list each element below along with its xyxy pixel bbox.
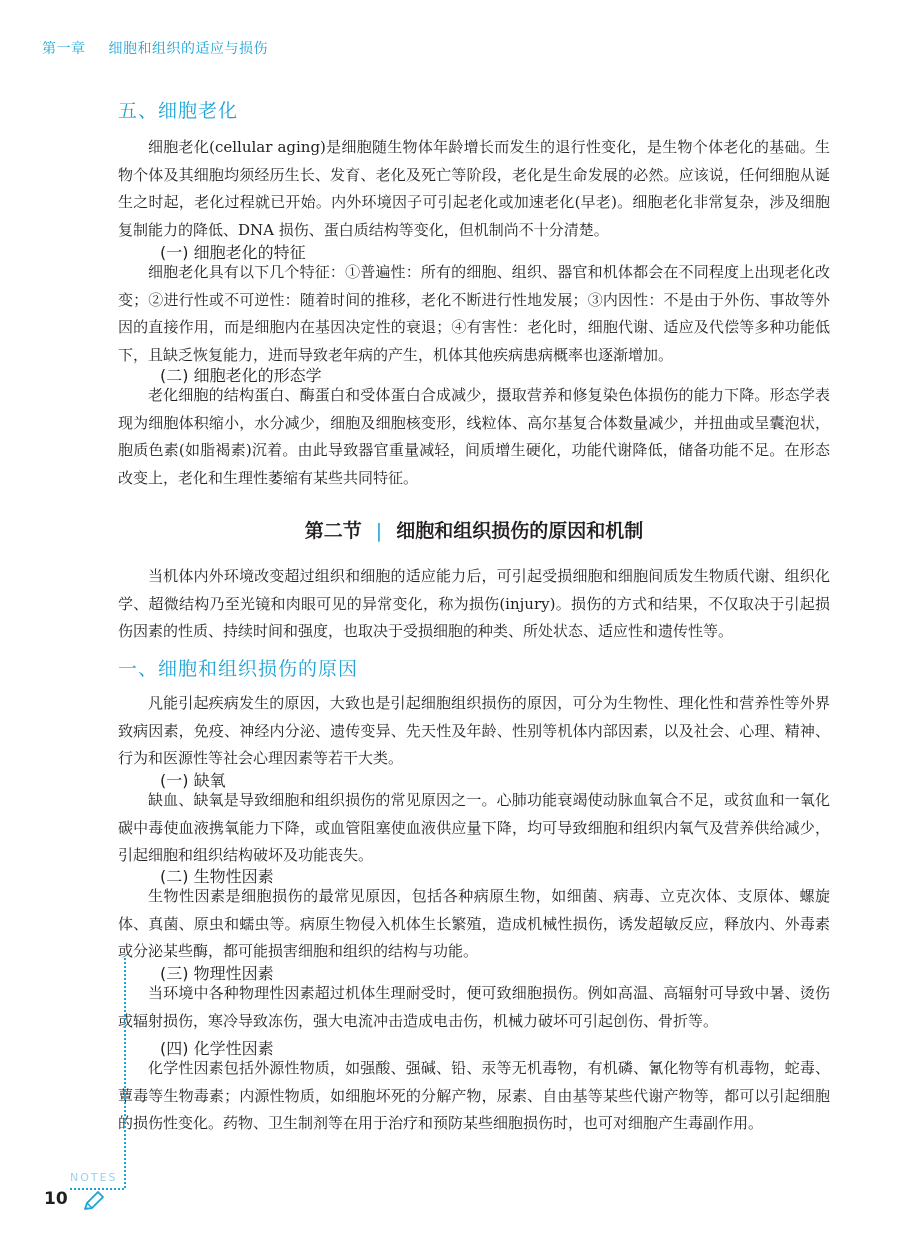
subheading-biological-factors: (二) 生物性因素 [160, 867, 274, 886]
heading-cell-aging: 五、细胞老化 [118, 100, 239, 122]
chapter-number: 第一章 [42, 41, 86, 57]
paragraph-injury-intro: 当机体内外环境改变超过组织和细胞的适应能力后，可引起受损细胞和细胞间质发生物质代谢、组织化学、超微结构乃至光镜和肉眼可见的异常变化，称为损伤(injury)。损伤的方式和结果，不仅取决于引起损伤因素的性质、持续时间和强度，也取决于受损细胞的种类、所处状态、适应性和遗传性等。 [118, 567, 830, 640]
chapter-title: 细胞和组织的适应与损伤 [108, 41, 268, 57]
paragraph-physical-factors: 当环境中各种物理性因素超过机体生理耐受时，便可致细胞损伤。例如高温、高辐射可导致中暑、烫伤或辐射损伤，寒冷导致冻伤，强大电流冲击造成电击伤，机械力破坏可引起创伤、骨折等。 [118, 984, 830, 1030]
page-number: 10 [44, 1189, 68, 1209]
subheading-chemical-factors: (四) 化学性因素 [160, 1039, 274, 1058]
subheading-aging-morphology: (二) 细胞老化的形态学 [160, 366, 322, 385]
paragraph-hypoxia: 缺血、缺氧是导致细胞和组织损伤的常见原因之一。心肺功能衰竭使动脉血氧合不足，或贫血和一氧化碳中毒使血液携氧能力下降，或血管阻塞使血液供应量下降，均可导致细胞和组织内氧气及营养供给减少，引起细胞和组织结构破坏及功能丧失。 [118, 791, 830, 864]
paragraph-aging-morphology: 老化细胞的结构蛋白、酶蛋白和受体蛋白合成减少，摄取营养和修复染色体损伤的能力下降。形态学表现为细胞体积缩小，水分减少，细胞及细胞核变形，线粒体、高尔基复合体数量减少，并扭曲或呈囊泡状，胞质色素(如脂褐素)沉着。由此导致器官重量减轻，间质增生硬化，功能代谢降低，储备功能不足。在形态改变上，老化和生理性萎缩有某些共同特征。 [118, 386, 830, 487]
subheading-aging-features: (一) 细胞老化的特征 [160, 243, 306, 262]
paragraph-biological-factors: 生物性因素是细胞损伤的最常见原因，包括各种病原生物，如细菌、病毒、立克次体、支原体、螺旋体、真菌、原虫和蠕虫等。病原生物侵入机体生长繁殖，造成机械性损伤，诱发超敏反应，释放内、外毒素或分泌某些酶，都可能损害细胞和组织的结构与功能。 [118, 887, 830, 960]
paragraph-injury-causes-intro: 凡能引起疾病发生的原因，大致也是引起细胞组织损伤的原因，可分为生物性、理化性和营养性等外界致病因素，免疫、神经内分泌、遗传变异、先天性及年龄、性别等机体内部因素，以及社会、心理、精神、行为和医源性等社会心理因素等若干大类。 [118, 694, 830, 767]
chapter-header [42, 38, 268, 58]
subheading-hypoxia: (一) 缺氧 [160, 771, 226, 790]
notes-margin-line [124, 958, 126, 1188]
section-separator: | [375, 520, 383, 542]
section-name: 细胞和组织损伤的原因和机制 [396, 520, 644, 542]
section-title [118, 516, 830, 543]
pencil-icon [82, 1190, 106, 1212]
subheading-physical-factors: (三) 物理性因素 [160, 964, 274, 983]
section-label: 第二节 [304, 520, 362, 542]
paragraph-aging-features: 细胞老化具有以下几个特征：①普遍性：所有的细胞、组织、器官和机体都会在不同程度上出现老化改变；②进行性或不可逆性：随着时间的推移，老化不断进行性地发展；③内因性：不是由于外伤、事故等外因的直接作用，而是细胞内在基因决定性的衰退；④有害性：老化时，细胞代谢、适应及代偿等多种功能低下，且缺乏恢复能力，进而导致老年病的产生，机体其他疾病患病概率也逐渐增加。 [118, 263, 830, 364]
notes-label: NOTES [70, 1171, 118, 1184]
paragraph-cell-aging-intro: 细胞老化(cellular aging)是细胞随生物体年龄增长而发生的退行性变化，是生物个体老化的基础。生物个体及其细胞均须经历生长、发育、老化及死亡等阶段，老化是生命发展的必然。应该说，任何细胞从诞生之时起，老化过程就已开始。内外环境因子可引起老化或加速老化(早老)。细胞老化非常复杂，涉及细胞复制能力的降低、DNA 损伤、蛋白质结构等变化，但机制尚不十分清楚。 [118, 138, 830, 239]
paragraph-chemical-factors: 化学性因素包括外源性物质，如强酸、强碱、铅、汞等无机毒物，有机磷、氰化物等有机毒物，蛇毒、蕈毒等生物毒素；内源性物质，如细胞坏死的分解产物，尿素、自由基等某些代谢产物等，都可以引起细胞的损伤性变化。药物、卫生制剂等在用于治疗和预防某些细胞损伤时，也可对细胞产生毒副作用。 [118, 1059, 830, 1132]
heading-injury-causes: 一、细胞和组织损伤的原因 [118, 658, 359, 680]
